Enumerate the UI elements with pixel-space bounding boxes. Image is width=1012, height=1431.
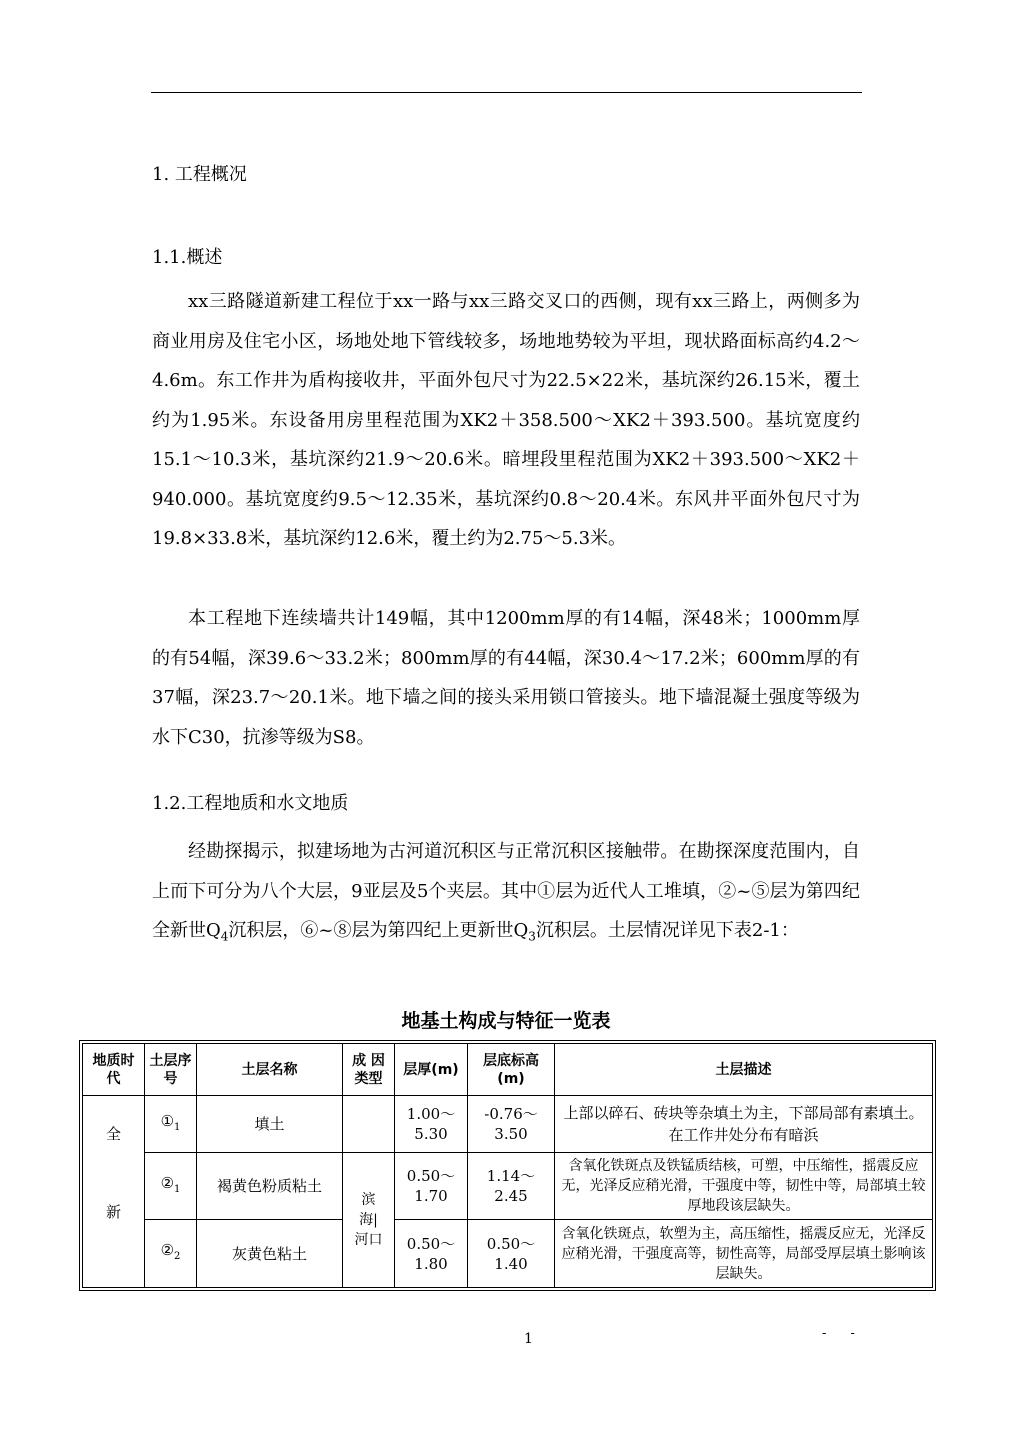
chapter-heading: 1. 工程概况 (152, 164, 247, 185)
desc-cell: 上部以碎石、砖块等杂填土为主，下部局部有素填土。在工作井处分布有暗浜 (555, 1096, 933, 1153)
bottom-cell: -0.76～3.50 (468, 1096, 555, 1153)
table-row (83, 1153, 933, 1220)
seq-symbol: ② (160, 1241, 175, 1259)
thickness-cell: 0.50～1.80 (395, 1220, 468, 1288)
name-cell: 灰黄色粘土 (197, 1220, 343, 1288)
col-header-desc: 土层描述 (555, 1044, 933, 1096)
page-number: 1 (524, 1331, 533, 1347)
header-rule (151, 92, 862, 93)
seq-subscript: 2 (174, 1251, 181, 1262)
col-header-thickness: 层厚(m) (395, 1044, 468, 1096)
seq-symbol: ② (160, 1173, 175, 1192)
name-cell: 填土 (197, 1096, 343, 1153)
desc-cell: 含氧化铁斑点，软塑为主，高压缩性，摇震反应无，光泽反应稍光滑，干强度高等，韧性高等，局部受厚层填土影响该层缺失。 (555, 1220, 933, 1288)
col-header-genesis: 成 因类型 (343, 1044, 395, 1096)
seq-cell (145, 1220, 197, 1288)
bottom-cell: 0.50～1.40 (468, 1220, 555, 1288)
section-heading-geology: 1.2.工程地质和水文地质 (152, 793, 349, 814)
era-char-1: 全 (105, 1125, 121, 1143)
geology-paragraph: 经勘探揭示，拟建场地为古河道沉积区与正常沉积区接触带。在勘探深度范围内，自上而下可分为八个大层，9亚层及5个夹层。其中①层为近代人工堆填，②~⑤层为第四纪全新世$Q_4$沉积层，⑥~⑧层为第四纪上更新世$Q_3$沉积层。土层情况详见下表2-1： (152, 841, 860, 944)
table-title: 地基土构成与特征一览表 (401, 1010, 611, 1032)
section-heading-overview: 1.1.概述 (152, 247, 223, 268)
seq-cell (145, 1096, 197, 1153)
name-cell: 褐黄色粉质粘土 (197, 1153, 343, 1220)
overview-paragraph-2: 本工程地下连续墙共计149幅，其中1200mm厚的有14幅，深48米；1000mm厚的有54幅，深39.6～33.2米；800mm厚的有44幅，深30.4～17.2米；600mm厚的有37幅，深23.7～20.1米。地下墙之间的接头采用锁口管接头。地下墙混凝土强度等级为水下C30，抗渗等级为S8。 (152, 608, 860, 748)
col-header-era: 地质时代 (83, 1044, 145, 1096)
overview-paragraph-1: xx三路隧道新建工程位于xx一路与xx三路交叉口的西侧，现有xx三路上，两侧多为商业用房及住宅小区，场地处地下管线较多，场地地势较为平坦，现状路面标高约4.2～4.6m。东工作井为盾构接收井，平面外包尺寸为22.5×22米，基坑深约26.15米，覆土约为1.95米。东设备用房里程范围为XK2＋358.500～XK2＋393.500。基坑宽度约15.1～10.3米，基坑深约21.9～20.6米。暗埋段里程范围为XK2＋393.500～XK2＋940.000。基坑宽度约9.5～12.35米，基坑深约0.8～20.4米。东风井平面外包尺寸为19.8×33.8米，基坑深约12.6米，覆土约为2.75～5.3米。 (152, 291, 860, 549)
seq-cell (145, 1153, 197, 1220)
desc-cell: 含氧化铁斑点及铁锰质结核，可塑，中压缩性，摇震反应无，光泽反应稍光滑，干强度中等，韧性中等，局部填土较厚地段该层缺失。 (555, 1153, 933, 1220)
genesis-cell (343, 1096, 395, 1153)
seq-symbol: ① (160, 1111, 175, 1130)
thickness-cell: 1.00～5.30 (395, 1096, 468, 1153)
col-header-bottom: 层底标高(m) (468, 1044, 555, 1096)
genesis-text: 滨海|河口 (354, 1192, 383, 1248)
era-cell (83, 1096, 145, 1288)
footer-marks: - - (822, 1326, 865, 1341)
col-header-seq: 土层序号 (145, 1044, 197, 1096)
thickness-cell: 0.50～1.70 (395, 1153, 468, 1220)
table-row (83, 1096, 933, 1153)
bottom-cell: 1.14～2.45 (468, 1153, 555, 1220)
table-row (83, 1220, 933, 1288)
soil-table (82, 1043, 933, 1288)
genesis-merged-cell (343, 1153, 395, 1288)
seq-subscript: 1 (174, 1183, 181, 1195)
col-header-name: 土层名称 (197, 1044, 343, 1096)
era-char-2: 新 (105, 1203, 121, 1221)
table-header-row (83, 1044, 933, 1096)
seq-subscript: 1 (174, 1121, 181, 1133)
